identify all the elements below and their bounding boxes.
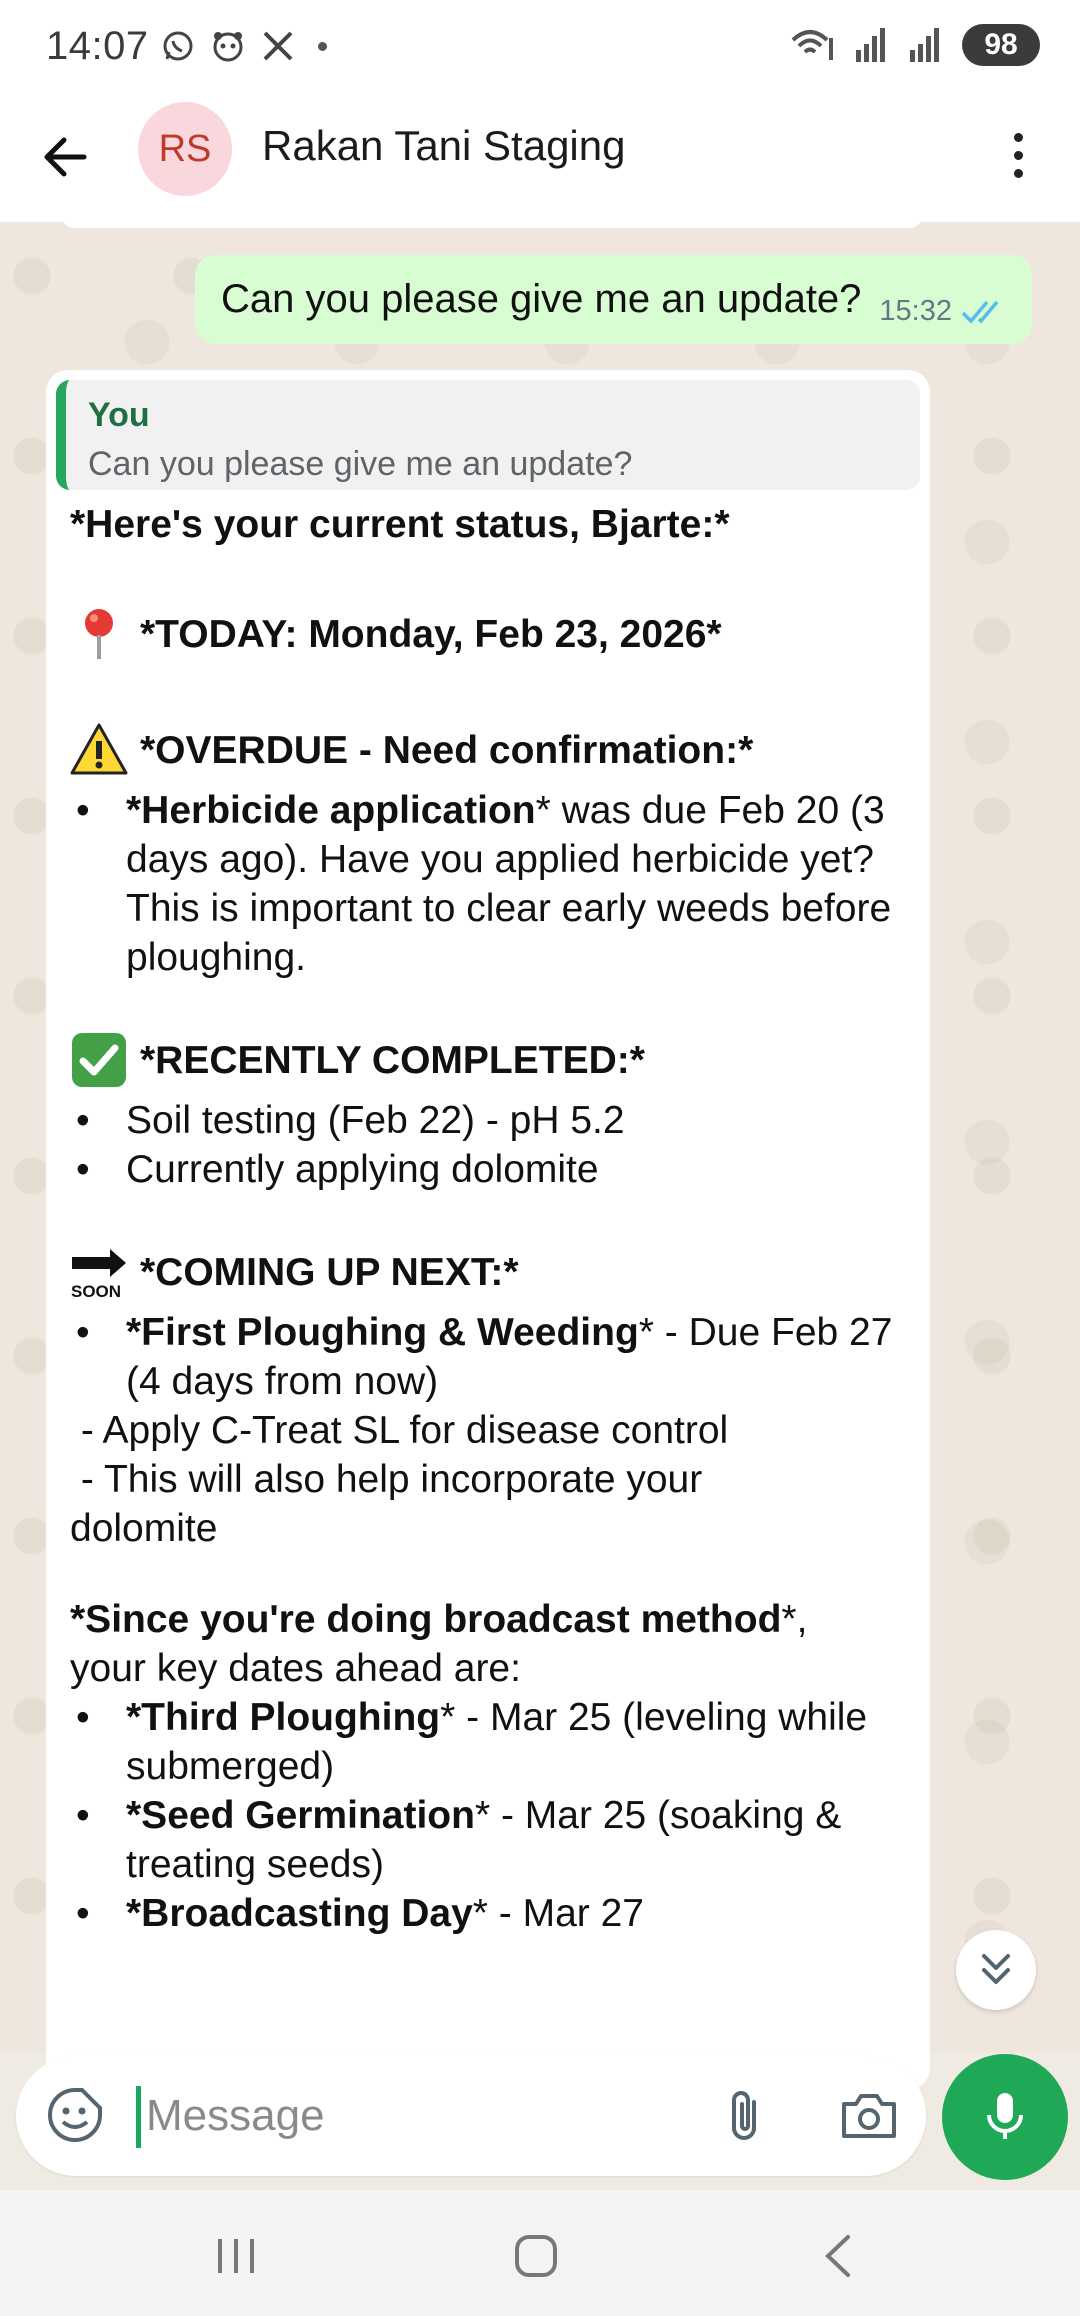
text-cursor [136, 2086, 141, 2148]
list-item: • Currently applying dolomite [70, 1145, 906, 1194]
date-item-detail: * - Mar 25 (soaking & treating seeds) [126, 1794, 842, 1886]
back-button[interactable] [30, 122, 100, 192]
next-heading-line [70, 1242, 906, 1302]
more-options-button[interactable] [988, 120, 1048, 190]
quote-author: You [88, 396, 150, 434]
incoming-message[interactable] [46, 370, 930, 2090]
battery-level: 98 [962, 24, 1040, 66]
list-item: • *Broadcasting Day* - Mar 27 [76, 1892, 644, 1935]
message-input[interactable] [144, 2080, 708, 2152]
overdue-heading: *OVERDUE - Need confirmation:* [140, 728, 754, 772]
outgoing-message[interactable] [195, 255, 1032, 344]
date-item-title: *Third Ploughing [126, 1696, 441, 1739]
next-item-title: *First Ploughing & Weeding [126, 1311, 639, 1354]
next-subitem: - This will also help incorporate your [70, 1458, 703, 1501]
scroll-to-bottom-button[interactable] [956, 1930, 1036, 2010]
chat-area[interactable] [0, 222, 1080, 2052]
message-time: 15:32 [879, 295, 952, 327]
home-icon [513, 2233, 559, 2279]
read-ticks-icon [960, 297, 1008, 327]
status-bar [0, 0, 1080, 92]
completed-item: Soil testing (Feb 22) - pH 5.2 [126, 1099, 625, 1142]
microphone-icon [977, 2089, 1033, 2145]
camera-icon[interactable] [838, 2084, 900, 2146]
recent-apps-button[interactable] [206, 2230, 266, 2282]
recents-icon [214, 2235, 258, 2277]
completed-heading-line [70, 1030, 906, 1090]
overdue-item-title: *Herbicide application [126, 789, 536, 832]
overdue-heading-line [70, 720, 906, 780]
next-item-detail: * - Due Feb 27 (4 days from now) [126, 1311, 893, 1403]
dots-vertical-icon [1014, 133, 1023, 142]
chevron-left-icon [818, 2233, 858, 2279]
composer [0, 2052, 1080, 2188]
next-subitem: - Apply C-Treat SL for disease control [70, 1409, 729, 1452]
voice-message-button[interactable] [942, 2054, 1068, 2180]
greeting-text: *Here's your current status, Bjarte:* [70, 503, 730, 546]
check-mark-button-icon [70, 1031, 128, 1089]
round-pushpin-icon [70, 605, 128, 663]
avatar[interactable]: RS [138, 102, 232, 196]
completed-item: Currently applying dolomite [126, 1148, 599, 1191]
message-composer [16, 2056, 926, 2176]
date-item-title: *Broadcasting Day [126, 1892, 473, 1935]
attach-icon[interactable] [716, 2086, 776, 2146]
x-icon [260, 28, 296, 64]
list-item: • Soil testing (Feb 22) - pH 5.2 [70, 1096, 906, 1145]
overdue-item-detail: * was due Feb 20 (3 days ago). Have you applied herbicide yet? This is important to clear early weeds before ploughing. [126, 789, 892, 979]
next-subitem-continued: dolomite [70, 1507, 218, 1550]
quoted-reply[interactable] [56, 380, 920, 490]
home-button[interactable] [506, 2230, 566, 2282]
wifi-icon [790, 26, 836, 64]
date-item-title: *Seed Germination [126, 1794, 475, 1837]
list-item: • *Third Ploughing* - Mar 25 (leveling while submerged) [76, 1696, 868, 1788]
completed-heading: *RECENTLY COMPLETED:* [140, 1038, 645, 1082]
today-line [70, 604, 906, 664]
system-navigation-bar [0, 2190, 1080, 2316]
signal-icon [908, 26, 944, 64]
message-body [46, 490, 930, 1938]
previous-message-edge [62, 216, 922, 228]
list-item: • *First Ploughing & Weeding* - Due Feb 27 (4 days from now) [76, 1311, 893, 1403]
foodpanda-icon [210, 28, 246, 64]
next-heading: *COMING UP NEXT:* [140, 1250, 519, 1294]
more-notifications-dot [318, 42, 327, 51]
list-item: • *Herbicide application* was due Feb 20 (3 days ago). Have you applied herbicide yet? This is important to clear early weeds before ploughing. [76, 789, 892, 979]
quote-text: Can you please give me an update? [88, 445, 633, 483]
arrow-left-icon [42, 134, 88, 180]
date-item-detail: * - Mar 25 (leveling while submerged) [126, 1696, 868, 1788]
broadcast-title: *Since you're doing broadcast method [70, 1598, 782, 1641]
double-chevron-down-icon [976, 1950, 1016, 1990]
soon-arrow-icon [70, 1243, 128, 1301]
broadcast-title-end: *, [781, 1598, 808, 1641]
today-text: *TODAY: Monday, Feb 23, 2026* [140, 612, 722, 656]
sticker-icon[interactable] [44, 2084, 106, 2146]
broadcast-intro: your key dates ahead are: [70, 1647, 521, 1690]
whatsapp-icon [160, 28, 196, 64]
notification-icons [160, 28, 327, 64]
list-item: • *Seed Germination* - Mar 25 (soaking & treating seeds) [76, 1794, 842, 1886]
signal-r-icon [854, 26, 890, 64]
warning-icon [70, 721, 128, 779]
contact-name[interactable]: Rakan Tani Staging [262, 122, 626, 169]
date-item-detail: * - Mar 27 [472, 1892, 644, 1935]
back-nav-button[interactable] [808, 2230, 868, 2282]
status-time: 14:07 [46, 24, 149, 68]
svg-text:SOON: SOON [71, 1282, 122, 1301]
outgoing-message-text: Can you please give me an update? [220, 277, 862, 321]
chat-header [0, 92, 1080, 223]
